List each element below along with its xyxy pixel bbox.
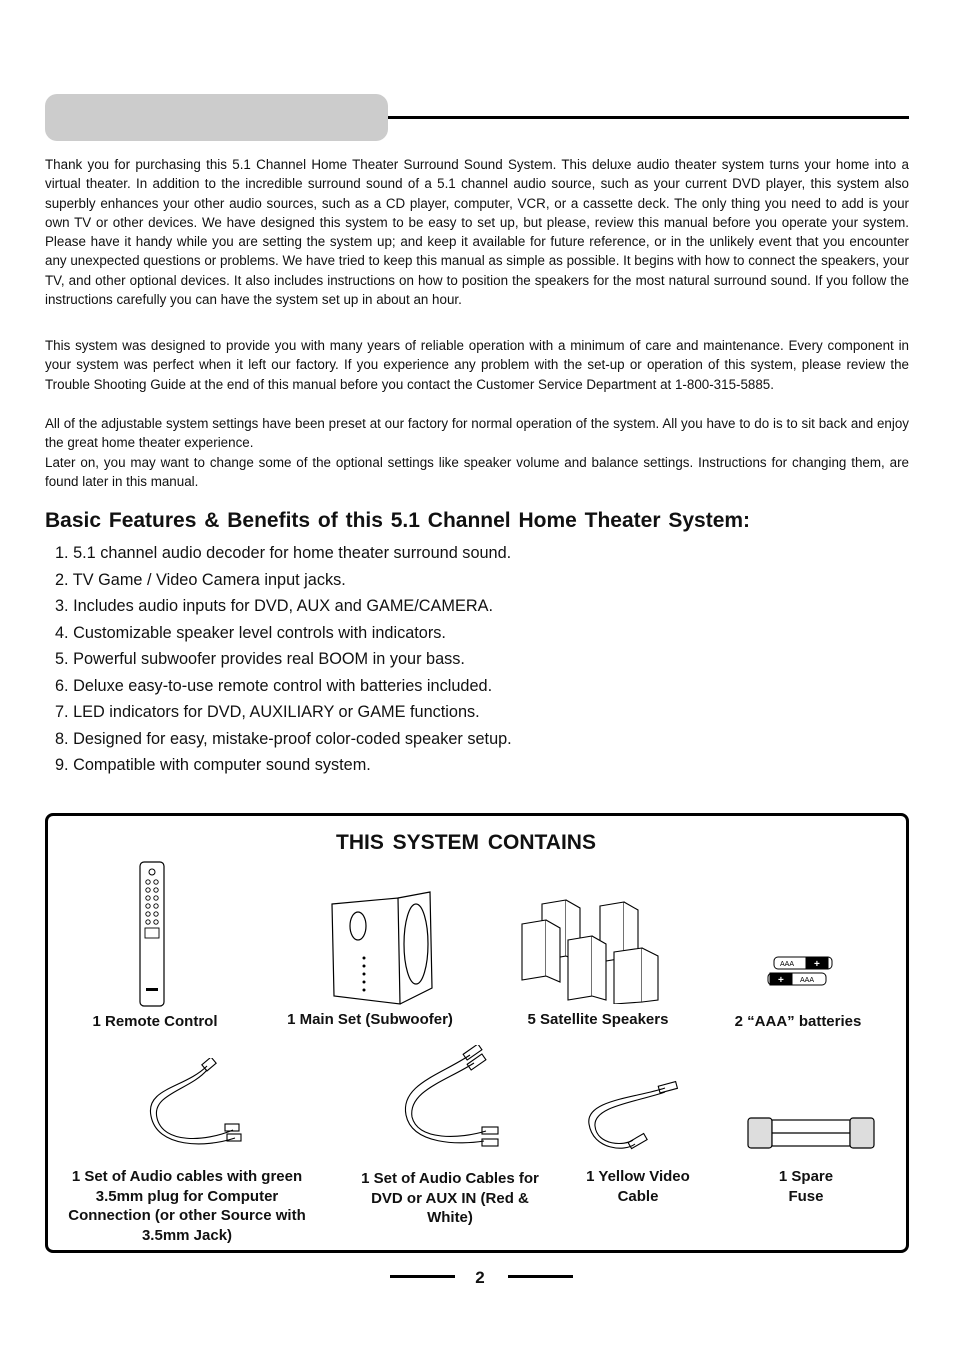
caption-remote-control: 1 Remote Control [92, 1013, 218, 1030]
green-audio-cable-icon [145, 1058, 245, 1158]
feature-item: 9. Compatible with computer sound system. [55, 756, 371, 774]
header-rule [388, 116, 909, 119]
intro-paragraph-4: Later on, you may want to change some of the optional settings like speaker volume and balance settings. Instructions for changing them, are found later in this manual. [45, 455, 909, 490]
page-number: 2 [475, 1268, 485, 1287]
intro-paragraph-3: All of the adjustable system settings have been preset at our factory for normal operation of the system. All you have to do is to sit back and enjoy the great home theater experience. [45, 416, 909, 451]
caption-satellite-speakers: 5 Satellite Speakers [527, 1011, 669, 1028]
fuse-icon [746, 1114, 876, 1152]
contents-title: THIS SYSTEM CONTAINS [336, 831, 596, 854]
yellow-video-cable-icon [585, 1080, 685, 1160]
feature-item: 7. LED indicators for DVD, AUXILIARY or GAME functions. [55, 703, 480, 721]
svg-text:+: + [814, 959, 820, 970]
feature-item: 6. Deluxe easy-to-use remote control with batteries included. [55, 676, 493, 695]
caption-rca-audio-cable: 1 Set of Audio Cables for DVD or AUX IN (Red & White) [361, 1170, 539, 1226]
page-number-rule-right [508, 1275, 573, 1278]
satellite-speakers-icon [518, 896, 662, 1004]
feature-item: 1. 5.1 channel audio decoder for home theater surround sound. [55, 544, 512, 562]
features-list [55, 540, 512, 779]
feature-item: 3. Includes audio inputs for DVD, AUX and GAME/CAMERA. [55, 597, 493, 615]
caption-video-cable: 1 Yellow Video Cable [586, 1168, 690, 1205]
subwoofer-icon [328, 888, 436, 1006]
battery-label: AAA [800, 977, 815, 984]
caption-subwoofer: 1 Main Set (Subwoofer) [287, 1011, 453, 1028]
feature-item: 5. Powerful subwoofer provides real BOOM in your bass. [55, 650, 465, 668]
page-number-rule-left [390, 1275, 455, 1278]
caption-batteries: 2 “AAA” batteries [734, 1013, 862, 1030]
battery-label: AAA [780, 961, 795, 968]
intro-paragraph-2: This system was designed to provide you with many years of reliable operation with a minimum of care and maintenance. Every component in your system was perfect when it left our factory. If you experience any problem with the set-up or operation of this system, please review the Trouble Shooting Guide at the end of this manual before you contact the Customer Service Department at 1-800-315-5885. [45, 338, 909, 392]
svg-text:+: + [778, 975, 784, 986]
intro-paragraph-1: Thank you for purchasing this 5.1 Channel Home Theater Surround Sound System. This deluxe audio theater system turns your home into a virtual theater. In addition to the incredible surround sound of a 5.1 channel audio source, such as your current DVD player, this system also superbly enhances your other audio sources, such as a CD player, computer, VCR, or a cassette deck. The only thing you need to add is your own TV or other devices. We have designed this system to be easy to set up, but please, review this manual before you operate your system. Please have it handy while you are setting the system up; and keep it available for future reference, or in the unlikely event that you encounter any unexpected questions or problems. We have tried to keep this manual as simple as possible. It begins with how to connect the speakers, your TV, and other optional devices. It also includes instructions on how to position the speakers for the most natural surround sound. If you follow the instructions carefully you can have the system set up in about an hour. [45, 157, 909, 308]
section-header-tab [45, 94, 388, 141]
feature-item: 8. Designed for easy, mistake-proof color-coded speaker setup. [55, 729, 512, 748]
batteries-icon [766, 955, 838, 989]
caption-green-audio-cable: 1 Set of Audio cables with green 3.5mm plug for Computer Connection (or other Source with 3.5mm Jack) [68, 1168, 306, 1244]
features-heading: Basic Features & Benefits of this 5.1 Channel Home Theater System: [45, 509, 751, 532]
caption-fuse: 1 Spare Fuse [778, 1168, 834, 1205]
feature-item: 4. Customizable speaker level controls with indicators. [55, 623, 446, 642]
remote-control-icon [138, 860, 166, 1008]
feature-item: 2. TV Game / Video Camera input jacks. [55, 570, 346, 589]
rca-audio-cable-icon [400, 1045, 500, 1160]
